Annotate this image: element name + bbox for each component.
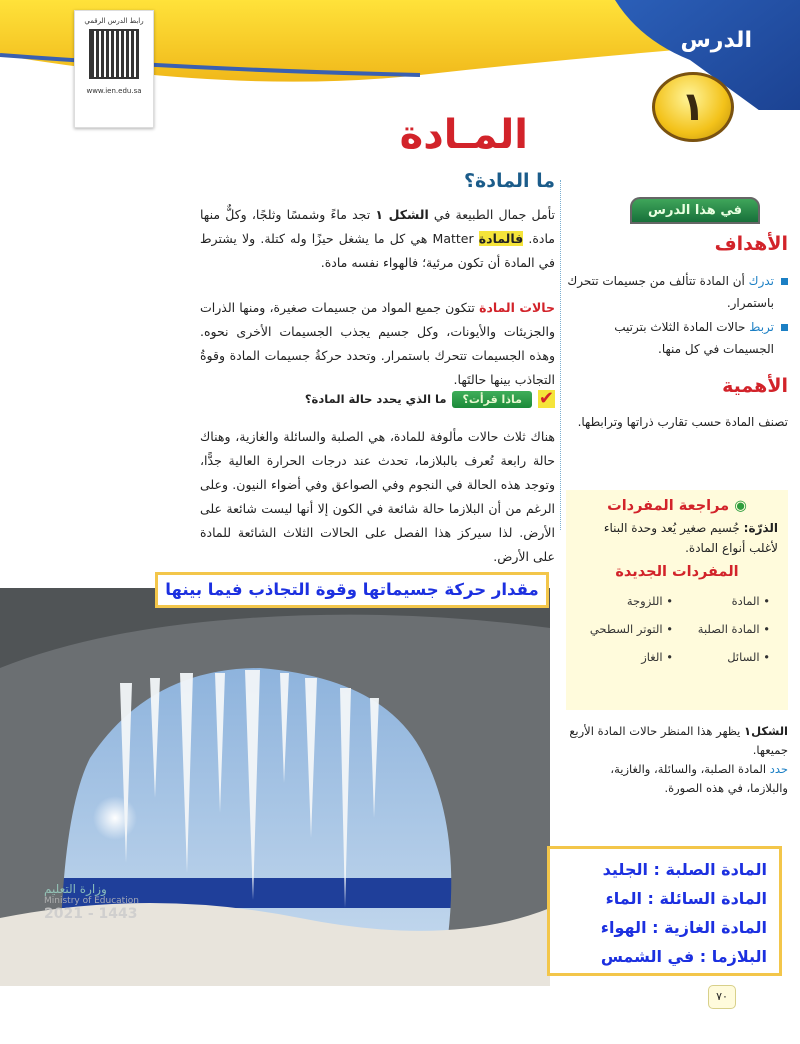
ministry-watermark <box>44 882 174 922</box>
goal-text: حالات المادة الثلاث بترتيب الجسيمات في كل منها. <box>614 320 774 356</box>
importance-text: تصنف المادة حسب تقارب ذراتها وترابطها. <box>577 415 788 429</box>
vocabulary-box <box>566 490 788 710</box>
vocab-definition <box>576 518 778 558</box>
vocab-item: • التوتر السطحي <box>589 622 673 636</box>
term-states-of-matter: حالات المادة <box>479 300 555 315</box>
vocab-item: • الغاز <box>641 650 673 664</box>
annotation-states-box <box>547 846 782 976</box>
qr-url[interactable]: www.ien.edu.sa <box>86 87 142 95</box>
new-vocab-list <box>576 594 778 664</box>
annotation-line: المادة السائلة : الماء <box>605 889 767 908</box>
goals-heading: الأهداف <box>714 233 788 255</box>
qr-label: رابط الدرس الرقمي <box>84 17 144 25</box>
figure-label: الشكل١ <box>744 724 788 738</box>
importance-heading: الأهمية <box>722 375 788 397</box>
lesson-label: الدرس <box>680 28 752 53</box>
goal-item <box>563 316 788 360</box>
text: تجد ماءً وشمسًا وثلجًا، وكلٌّ منها مادة. <box>200 207 555 246</box>
vocab-item: • اللزوجة <box>626 594 673 608</box>
reading-check <box>305 390 555 408</box>
vocab-item: • المادة <box>731 594 770 608</box>
goal-item <box>563 270 788 314</box>
goal-verb: تربط <box>749 320 774 334</box>
annotation-line: البلازما : في الشمس <box>600 947 767 966</box>
reading-check-question: ما الذي يحدد حالة المادة؟ <box>304 392 447 406</box>
reading-check-tag: ماذا قرأت؟ <box>452 391 531 408</box>
figure-reference: الشكل ١ <box>375 207 429 222</box>
goal-verb: تدرك <box>748 274 774 288</box>
vocab-item: • السائل <box>727 650 770 664</box>
qr-code-card[interactable] <box>74 10 154 128</box>
vocab-term: الذرّة: <box>743 521 778 535</box>
figure-caption <box>566 722 788 798</box>
checkmark-icon: ✔ <box>538 388 554 409</box>
annotation-line: المادة الصلبة : الجليد <box>602 860 767 879</box>
goals-list <box>563 270 788 362</box>
in-this-lesson-tab: في هذا الدرس <box>630 197 760 224</box>
qr-code[interactable] <box>89 29 139 79</box>
page-number: ٧٠ <box>708 985 736 1009</box>
new-vocab-heading: المفردات الجديدة <box>615 564 739 580</box>
task-verb: حدد <box>769 762 788 776</box>
watermark-en: Ministry of Education <box>44 896 139 906</box>
ice-cave-photo <box>0 588 550 986</box>
goal-text: أن المادة تتألف من جسيمات تتحرك باستمرار. <box>567 274 774 310</box>
highlighted-term: فالمادة <box>478 231 524 246</box>
annotation-line: المادة الغازية : الهواء <box>600 918 767 937</box>
text: المادة الصلبة، والسائلة، والغازية، والبلازما، في هذه الصورة. <box>610 762 788 795</box>
paragraph-states-of-matter <box>200 296 555 392</box>
text: تتكون جميع المواد من جسيمات صغيرة، ومنها الذرات والجزيئات والأيونات، وكل جسيم يجذب الجسيمات الأخرى نحوه. وهذه الجسيمات تتحرك باستمرار. وتحدد حركةُ جسيمات المادة وقوةُ التجاذب بينها حالتَها. <box>200 300 555 387</box>
review-icon: ◉ <box>729 498 747 514</box>
annotation-answer-box: مقدار حركة جسيماتها وقوة التجاذب فيما بينها <box>155 572 549 608</box>
lesson-number-badge: ١ <box>652 72 734 142</box>
paragraph-matter-definition <box>200 203 555 275</box>
section-title: ما المادة؟ <box>463 170 555 192</box>
text: جُسيم صغير يُعد وحدة البناء لأغلب أنواع المادة. <box>603 521 778 555</box>
text: Matter هي كل ما يشغل حيزًا وله كتلة. ولا يشترط في المادة أن تكون مرئية؛ فالهواء نفسه مادة. <box>200 231 555 270</box>
text: يظهر هذا المنظر حالات المادة الأربع جميعها. <box>569 724 788 757</box>
page-title: المـادة <box>399 112 528 158</box>
watermark-ar: وزارة التعليم <box>44 882 107 896</box>
paragraph-four-states: هناك ثلاث حالات مألوفة للمادة، هي الصلبة والسائلة والغازية، وهناك حالة رابعة تُعرف بالبلازما، تحدث عند درجات الحرارة العالية جدًّا، وتوجد هذه الحالة في النجوم وفي الصواعق وفي أضواء النيون. وعلى الرغم من أن البلازما حالة شائعة في الكون إلا أنها ليست شائعة على الأرض. لذا سيركز هذا الفصل على الحالات الثلاث الشائعة للمادة على الأرض. <box>200 429 555 564</box>
column-divider <box>560 180 561 530</box>
vocab-review-heading <box>576 498 778 514</box>
watermark-year: 2021 - 1443 <box>44 906 138 922</box>
vocab-item: • المادة الصلبة <box>697 622 770 636</box>
text: مراجعة المفردات <box>607 498 730 514</box>
text: تأمل جمال الطبيعة في <box>428 207 555 222</box>
